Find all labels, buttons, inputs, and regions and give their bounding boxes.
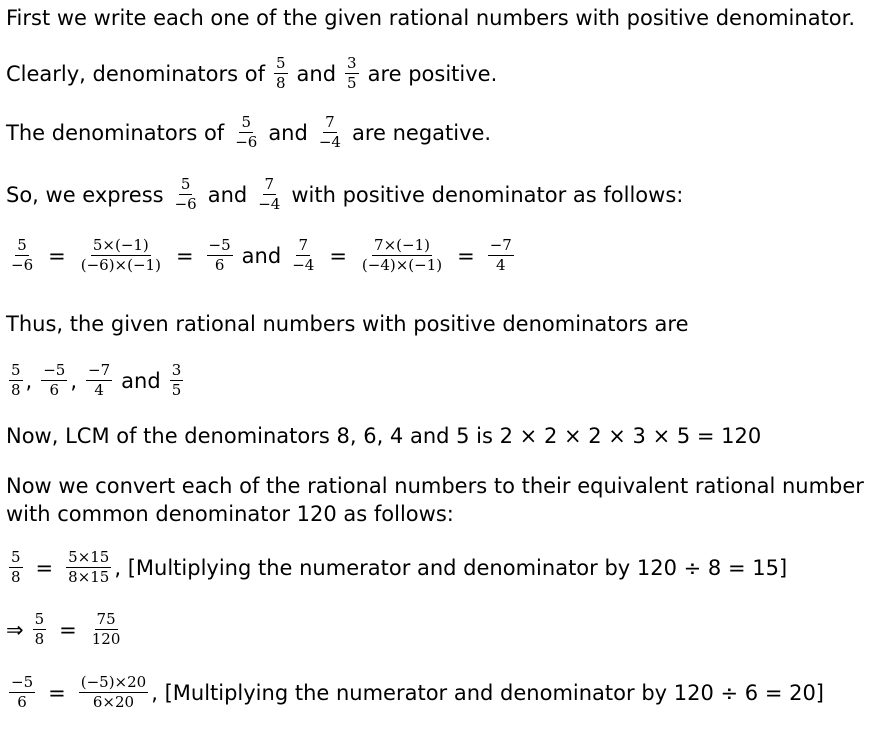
text-segment: and — [268, 120, 308, 145]
implies-arrow: ⇒ — [6, 617, 24, 642]
fraction: $\frac{7}{-4}$ — [258, 175, 281, 214]
comma: , — [25, 368, 33, 393]
text-segment: Clearly, denominators of — [6, 61, 265, 86]
text-segment: are positive. — [367, 61, 498, 86]
fraction: $\frac{(-5)\times 20}{6\times 20}$ — [80, 673, 147, 712]
text-segment: and — [207, 182, 248, 207]
fraction: $\frac{-7}{4}$ — [489, 236, 512, 275]
fraction: $\frac{-5}{6}$ — [43, 361, 66, 400]
text-line-8: Now, LCM of the denominators 8, 6, 4 and 5 is 2 × 2 × 2 × 3 × 5 = 120 — [6, 424, 762, 448]
text-segment: , [Multiplying the numerator and denominator by 120 ÷ 6 = 20] — [151, 680, 824, 705]
text-segment: So, we express — [6, 182, 164, 207]
fraction-list-line-7 — [6, 362, 186, 400]
fraction: $\frac{5}{-6}$ — [235, 113, 258, 152]
text-segment: The denominators of — [6, 120, 225, 145]
fraction: $\frac{3}{5}$ — [347, 54, 357, 93]
fraction: $\frac{75}{120}$ — [91, 610, 121, 649]
text-segment: , [Multiplying the numerator and denominator by 120 ÷ 8 = 15] — [114, 555, 788, 580]
equation-line-5 — [6, 237, 517, 275]
fraction: $\frac{-7}{4}$ — [88, 361, 111, 400]
equals-sign: = — [59, 617, 77, 642]
text-line-6: Thus, the given rational numbers with positive denominators are — [6, 312, 689, 336]
fraction: $\frac{5}{8}$ — [11, 548, 21, 587]
equals-sign: = — [35, 555, 54, 580]
equals-sign: = — [329, 243, 347, 268]
fraction: $\frac{5}{8}$ — [34, 610, 45, 649]
comma: , — [70, 368, 78, 393]
equation-line-12 — [6, 674, 824, 712]
fraction: $\frac{5}{-6}$ — [174, 175, 197, 214]
text-segment: are negative. — [351, 120, 492, 145]
equals-sign: = — [457, 243, 475, 268]
fraction: $\frac{-5}{6}$ — [208, 236, 231, 275]
text-segment: and — [296, 61, 337, 86]
text-line-9b: with common denominator 120 as follows: — [6, 502, 454, 526]
text-line-9a: Now we convert each of the rational numbers to their equivalent rational number — [6, 474, 864, 498]
fraction: $\frac{5}{-6}$ — [11, 236, 34, 275]
fraction: $\frac{7}{-4}$ — [318, 113, 341, 152]
text-line-3 — [6, 114, 491, 152]
fraction: $\frac{-5}{6}$ — [11, 673, 34, 712]
text-segment: and — [121, 368, 161, 393]
text-line-1: First we write each one of the given rational numbers with positive denominator. — [6, 6, 856, 30]
fraction: $\frac{3}{5}$ — [171, 361, 182, 400]
fraction: $\frac{5}{8}$ — [275, 54, 286, 93]
fraction: $\frac{7\times(-1)}{(-4)\times(-1)}$ — [361, 236, 443, 275]
equals-sign: = — [175, 243, 194, 268]
text-segment: with positive denominator as follows: — [291, 182, 684, 207]
equation-line-10 — [6, 549, 787, 587]
text-segment: and — [241, 243, 282, 268]
equation-line-11 — [6, 611, 125, 649]
equals-sign: = — [48, 680, 66, 705]
fraction: $\frac{5\times 15}{8\times 15}$ — [68, 548, 110, 587]
fraction: $\frac{5}{8}$ — [11, 361, 21, 400]
fraction: $\frac{5\times(-1)}{(-6)\times(-1)}$ — [80, 236, 161, 275]
fraction: $\frac{7}{-4}$ — [292, 236, 315, 275]
text-line-2 — [6, 55, 497, 93]
equals-sign: = — [48, 243, 66, 268]
text-line-4 — [6, 176, 683, 214]
